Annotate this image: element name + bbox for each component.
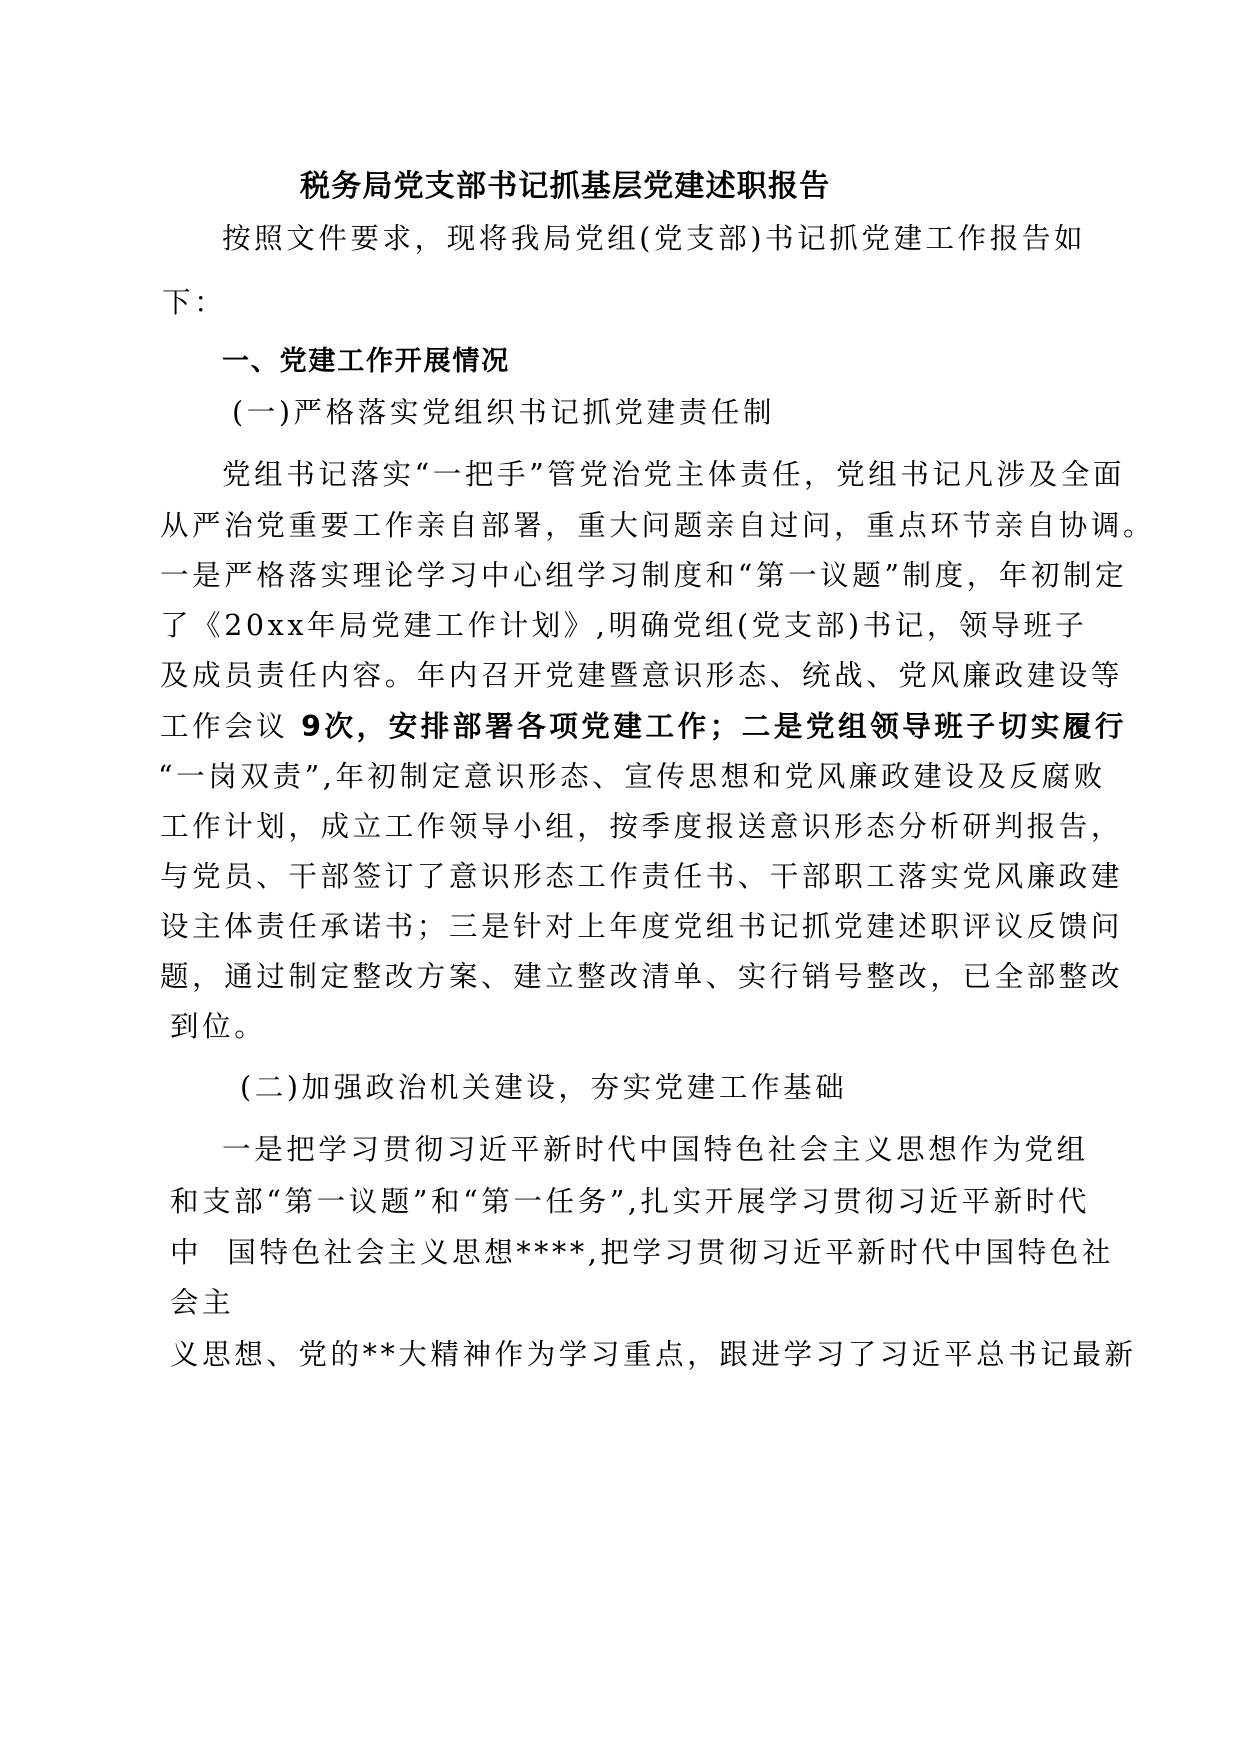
paragraph-line: 了《20xx年局党建工作计划》,明确党组(党支部)书记，领导班子 xyxy=(160,609,1088,642)
bold-text: 9次，安排部署各项党建工作；二是党组领导班子切实履行 xyxy=(301,710,1127,743)
subsection-heading-1: (一)严格落实党组织书记抓党建责任制 xyxy=(232,396,776,429)
subsection-heading-2: (二)加强政治机关建设，夯实党建工作基础 xyxy=(240,1071,848,1104)
paragraph-line: 题，通过制定整改方案、建立整改清单、实行销号整改，已全部整改 xyxy=(160,960,1124,993)
paragraph-line: 工作计划，成立工作领导小组，按季度报送意识形态分析研判报告， xyxy=(160,810,1124,843)
paragraph-line: 一是把学习贯彻习近平新时代中国特色社会主义思想作为党组 xyxy=(222,1133,1089,1166)
paragraph-line: 及成员责任内容。年内召开党建暨意识形态、统战、党风廉政建设等 xyxy=(160,659,1124,692)
paragraph-line: 一是严格落实理论学习中心组学习制度和“第一议题”制度，年初制定 xyxy=(160,559,1128,592)
paragraph-line: 会主 xyxy=(170,1286,235,1319)
paragraph-line: 党组书记落实“一把手”管党治党主体责任，党组书记凡涉及全面 xyxy=(222,458,1126,491)
paragraph-line: 和支部“第一议题”和“第一任务”,扎实开展学习贯彻习近平新时代 xyxy=(170,1185,1090,1218)
paragraph-line: 义思想、党的**大精神作为学习重点，跟进学习了习近平总书记最新 xyxy=(170,1338,1137,1371)
paragraph-line: 中 国特色社会主义思想****,把学习贯彻习近平新时代中国特色社 xyxy=(170,1236,1114,1269)
normal-text: 工作会议 xyxy=(160,710,302,743)
paragraph-line: 设主体责任承诺书；三是针对上年度党组书记抓党建述职评议反馈问 xyxy=(160,910,1124,943)
section-heading-1: 一、党建工作开展情况 xyxy=(222,346,510,377)
intro-line-2: 下： xyxy=(162,286,227,319)
document-title: 税务局党支部书记抓基层党建述职报告 xyxy=(300,169,831,204)
intro-line-1: 按照文件要求，现将我局党组(党支部)书记抓党建工作报告如 xyxy=(222,222,1087,255)
paragraph-line: 与党员、干部签订了意识形态工作责任书、干部职工落实党风廉政建 xyxy=(160,860,1124,893)
paragraph-line: 到位。 xyxy=(170,1010,267,1043)
paragraph-line: 从严治党重要工作亲自部署，重大问题亲自过问，重点环节亲自协调。 xyxy=(160,509,1156,542)
paragraph-line: “一岗双责”,年初制定意识形态、宣传思想和党风廉政建设及反腐败 xyxy=(158,760,1106,793)
paragraph-line-mixed xyxy=(160,707,1127,747)
